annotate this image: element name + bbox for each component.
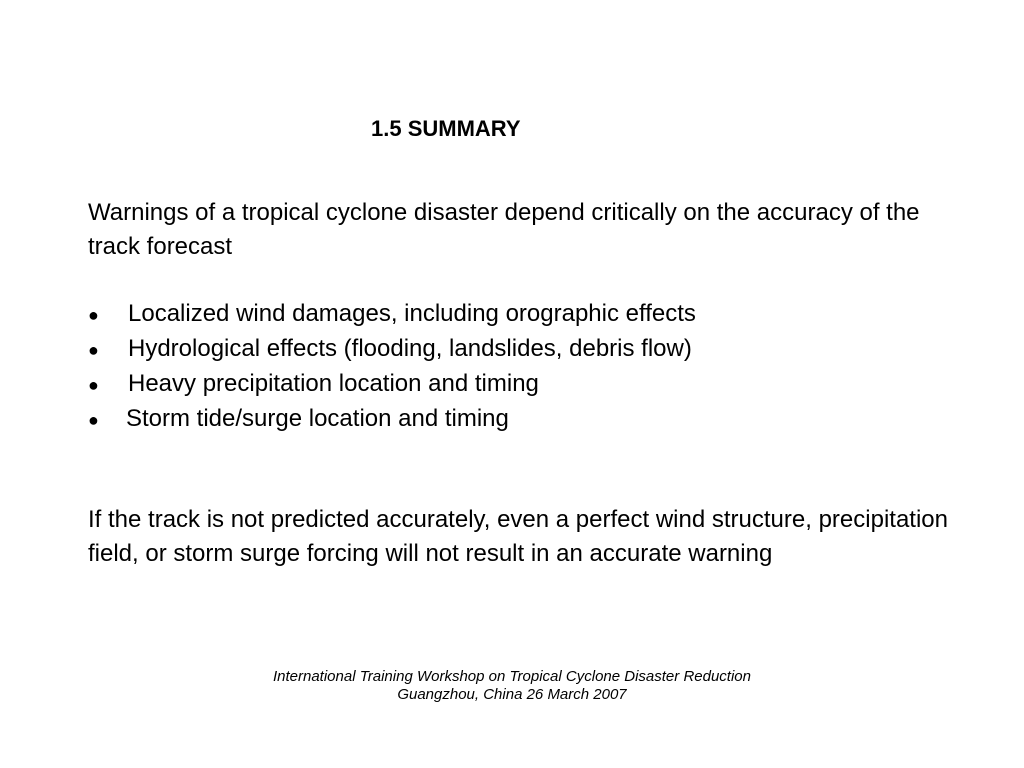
intro-paragraph: Warnings of a tropical cyclone disaster depend critically on the accuracy of the track forecast: [88, 199, 920, 260]
bullet-text: Storm tide/surge location and timing: [126, 405, 509, 432]
bullet-list: [88, 297, 696, 437]
list-item: [88, 402, 696, 437]
bullet-text: Hydrological effects (flooding, landslides, debris flow): [128, 335, 692, 362]
bullet-icon: ●: [88, 410, 99, 430]
footer-event: International Training Workshop on Tropical Cyclone Disaster Reduction: [272, 668, 751, 685]
list-item: [88, 332, 696, 367]
bullet-text: Heavy precipitation location and timing: [128, 370, 539, 397]
slide-title: 1.5 SUMMARY: [371, 116, 521, 141]
bullet-icon: ●: [88, 340, 99, 360]
bullet-icon: ●: [88, 305, 99, 325]
conclusion-paragraph: If the track is not predicted accurately, even a perfect wind structure, precipitation field, or storm surge forcing will not result in an accurate warning: [88, 506, 948, 567]
list-item: [88, 367, 696, 402]
list-item: [88, 297, 696, 332]
footer: [212, 668, 812, 704]
footer-location-date: Guangzhou, China 26 March 2007: [397, 686, 627, 703]
bullet-icon: ●: [88, 375, 99, 395]
bullet-text: Localized wind damages, including orographic effects: [128, 300, 696, 327]
